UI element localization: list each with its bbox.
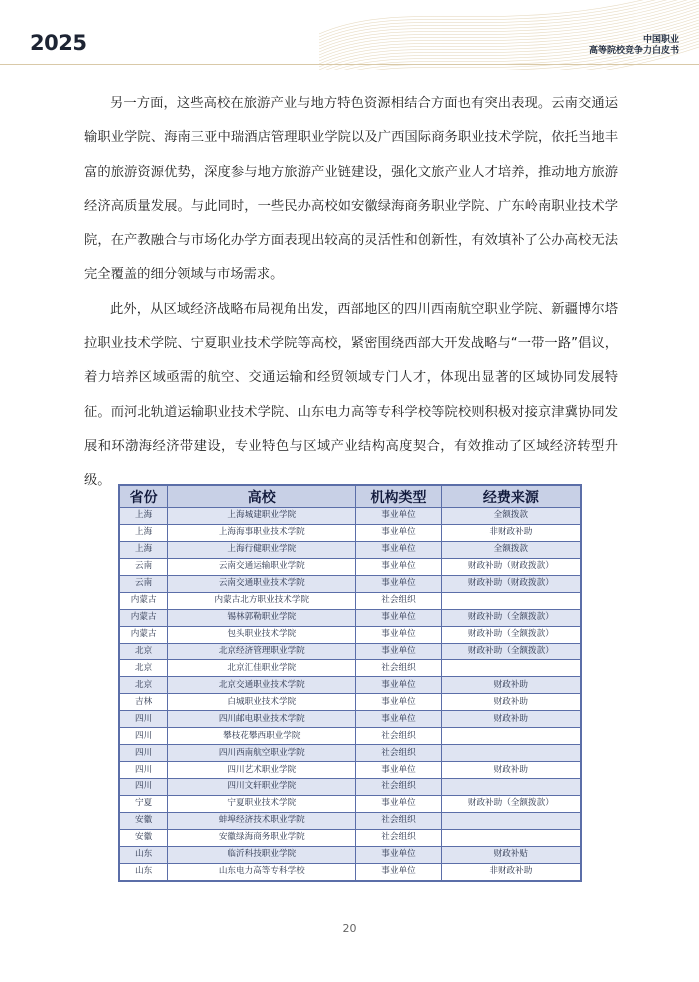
cell-province: 北京 <box>119 677 168 694</box>
header-year: 2025 <box>30 31 87 55</box>
table-row <box>119 795 581 812</box>
cell-org-type: 事业单位 <box>356 626 441 643</box>
table-row <box>119 812 581 829</box>
cell-funding-source <box>441 728 581 745</box>
table-row <box>119 609 581 626</box>
cell-org-type: 事业单位 <box>356 508 441 525</box>
header-title <box>589 35 679 57</box>
table-row <box>119 660 581 677</box>
table-header-row <box>119 485 581 508</box>
cell-school: 宁夏职业技术学院 <box>168 795 356 812</box>
cell-org-type: 社会组织 <box>356 728 441 745</box>
cell-province: 云南 <box>119 558 168 575</box>
page-number: 20 <box>342 922 357 935</box>
column-header-province: 省份 <box>119 485 168 508</box>
cell-province: 安徽 <box>119 829 168 846</box>
cell-org-type: 社会组织 <box>356 812 441 829</box>
paragraph: 此外，从区域经济战略布局视角出发，西部地区的四川西南航空职业学院、新疆博尔塔拉职业技术学院、宁夏职业技术学院等高校，紧密围绕西部大开发战略与“一带一路”倡议，着力培养区域亟需的航空、交通运输和经贸领域专门人才，体现出显著的区域协同发展特征。而河北轨道运输职业技术学院、山东电力高等专科学校等院校则积极对接京津冀协同发展和环渤海经济带建设，专业特色与区域产业结构高度契合，有效推动了区域经济转型升级。 <box>84 301 618 489</box>
table-row <box>119 863 581 880</box>
cell-school: 安徽绿海商务职业学院 <box>168 829 356 846</box>
cell-org-type: 社会组织 <box>356 660 441 677</box>
cell-org-type: 事业单位 <box>356 762 441 779</box>
column-header-school: 高校 <box>168 485 356 508</box>
cell-funding-source: 财政补助 <box>441 694 581 711</box>
cell-funding-source <box>441 829 581 846</box>
cell-province: 上海 <box>119 541 168 558</box>
cell-province: 内蒙古 <box>119 609 168 626</box>
table-row <box>119 575 581 592</box>
table-row <box>119 592 581 609</box>
cell-org-type: 事业单位 <box>356 575 441 592</box>
cell-funding-source: 财政补助（财政拨款） <box>441 558 581 575</box>
table-row <box>119 541 581 558</box>
cell-org-type: 社会组织 <box>356 592 441 609</box>
cell-org-type: 事业单位 <box>356 524 441 541</box>
cell-province: 四川 <box>119 762 168 779</box>
cell-school: 包头职业技术学院 <box>168 626 356 643</box>
cell-school: 攀枝花攀西职业学院 <box>168 728 356 745</box>
cell-funding-source: 财政补助 <box>441 677 581 694</box>
table-row <box>119 846 581 863</box>
cell-funding-source: 非财政补助 <box>441 863 581 880</box>
cell-province: 四川 <box>119 745 168 762</box>
cell-school: 北京交通职业技术学院 <box>168 677 356 694</box>
cell-school: 云南交通职业技术学院 <box>168 575 356 592</box>
cell-school: 四川西南航空职业学院 <box>168 745 356 762</box>
cell-org-type: 事业单位 <box>356 541 441 558</box>
table-row <box>119 779 581 796</box>
cell-org-type: 事业单位 <box>356 795 441 812</box>
cell-province: 内蒙古 <box>119 626 168 643</box>
table-row <box>119 711 581 728</box>
cell-school: 内蒙古北方职业技术学院 <box>168 592 356 609</box>
table-row <box>119 762 581 779</box>
cell-province: 云南 <box>119 575 168 592</box>
cell-province: 吉林 <box>119 694 168 711</box>
cell-funding-source <box>441 592 581 609</box>
cell-funding-source: 全额拨款 <box>441 508 581 525</box>
table-row <box>119 626 581 643</box>
table-row <box>119 677 581 694</box>
cell-school: 四川邮电职业技术学院 <box>168 711 356 728</box>
cell-school: 锡林郭勒职业学院 <box>168 609 356 626</box>
cell-org-type: 事业单位 <box>356 643 441 660</box>
table-row <box>119 558 581 575</box>
table-row <box>119 728 581 745</box>
cell-funding-source: 财政补助（全额拨款） <box>441 626 581 643</box>
cell-org-type: 社会组织 <box>356 829 441 846</box>
cell-funding-source: 财政补助 <box>441 711 581 728</box>
cell-org-type: 社会组织 <box>356 745 441 762</box>
cell-funding-source: 全额拨款 <box>441 541 581 558</box>
cell-funding-source: 财政补助（全额拨款） <box>441 643 581 660</box>
cell-province: 四川 <box>119 728 168 745</box>
cell-province: 山东 <box>119 863 168 880</box>
cell-school: 临沂科技职业学院 <box>168 846 356 863</box>
table-row <box>119 643 581 660</box>
cell-funding-source <box>441 660 581 677</box>
cell-funding-source: 财政补助（财政拨款） <box>441 575 581 592</box>
cell-province: 宁夏 <box>119 795 168 812</box>
cell-school: 白城职业技术学院 <box>168 694 356 711</box>
cell-province: 北京 <box>119 643 168 660</box>
header-title-line2: 高等院校竞争力白皮书 <box>588 46 679 56</box>
cell-org-type: 事业单位 <box>356 711 441 728</box>
cell-org-type: 事业单位 <box>356 558 441 575</box>
cell-funding-source <box>441 745 581 762</box>
cell-org-type: 事业单位 <box>356 863 441 880</box>
cell-province: 上海 <box>119 524 168 541</box>
cell-province: 安徽 <box>119 812 168 829</box>
table-row <box>119 694 581 711</box>
cell-org-type: 事业单位 <box>356 846 441 863</box>
cell-province: 内蒙古 <box>119 592 168 609</box>
header-rule <box>0 64 699 65</box>
table-row <box>119 745 581 762</box>
table-row <box>119 524 581 541</box>
cell-school: 上海行健职业学院 <box>168 541 356 558</box>
cell-school: 蚌埠经济技术职业学院 <box>168 812 356 829</box>
cell-school: 上海海事职业技术学院 <box>168 524 356 541</box>
cell-school: 云南交通运输职业学院 <box>168 558 356 575</box>
paragraph: 另一方面，这些高校在旅游产业与地方特色资源相结合方面也有突出表现。云南交通运输职业学院、海南三亚中瑞酒店管理职业学院以及广西国际商务职业技术学院，依托当地丰富的旅游资源优势，深度参与地方旅游产业链建设，强化文旅产业人才培养，推动地方旅游经济高质量发展。与此同时，一些民办高校如安徽绿海商务职业学院、广东岭南职业技术学院，在产教融合与市场化办学方面表现出较高的灵活性和创新性，有效填补了公办高校无法完全覆盖的细分领域与市场需求。 <box>84 96 618 283</box>
table-row <box>119 508 581 525</box>
funding-table <box>118 484 582 882</box>
cell-funding-source: 财政补助（全额拨款） <box>441 795 581 812</box>
cell-org-type: 社会组织 <box>356 779 441 796</box>
header-title-line1: 中国职业 <box>642 35 679 45</box>
column-header-funding-source: 经费来源 <box>441 485 581 508</box>
cell-province: 山东 <box>119 846 168 863</box>
cell-org-type: 事业单位 <box>356 609 441 626</box>
body-text <box>84 87 618 499</box>
cell-province: 四川 <box>119 711 168 728</box>
cell-org-type: 事业单位 <box>356 694 441 711</box>
cell-org-type: 事业单位 <box>356 677 441 694</box>
cell-funding-source <box>441 779 581 796</box>
cell-funding-source <box>441 812 581 829</box>
cell-funding-source: 非财政补助 <box>441 524 581 541</box>
column-header-org-type: 机构类型 <box>356 485 441 508</box>
cell-province: 上海 <box>119 508 168 525</box>
cell-school: 上海城建职业学院 <box>168 508 356 525</box>
cell-school: 四川艺术职业学院 <box>168 762 356 779</box>
cell-school: 四川文轩职业学院 <box>168 779 356 796</box>
cell-funding-source: 财政补贴 <box>441 846 581 863</box>
cell-province: 四川 <box>119 779 168 796</box>
cell-school: 北京汇佳职业学院 <box>168 660 356 677</box>
cell-funding-source: 财政补助（全额拨款） <box>441 609 581 626</box>
cell-province: 北京 <box>119 660 168 677</box>
cell-school: 山东电力高等专科学校 <box>168 863 356 880</box>
cell-school: 北京经济管理职业学院 <box>168 643 356 660</box>
cell-funding-source: 财政补助 <box>441 762 581 779</box>
table-row <box>119 829 581 846</box>
